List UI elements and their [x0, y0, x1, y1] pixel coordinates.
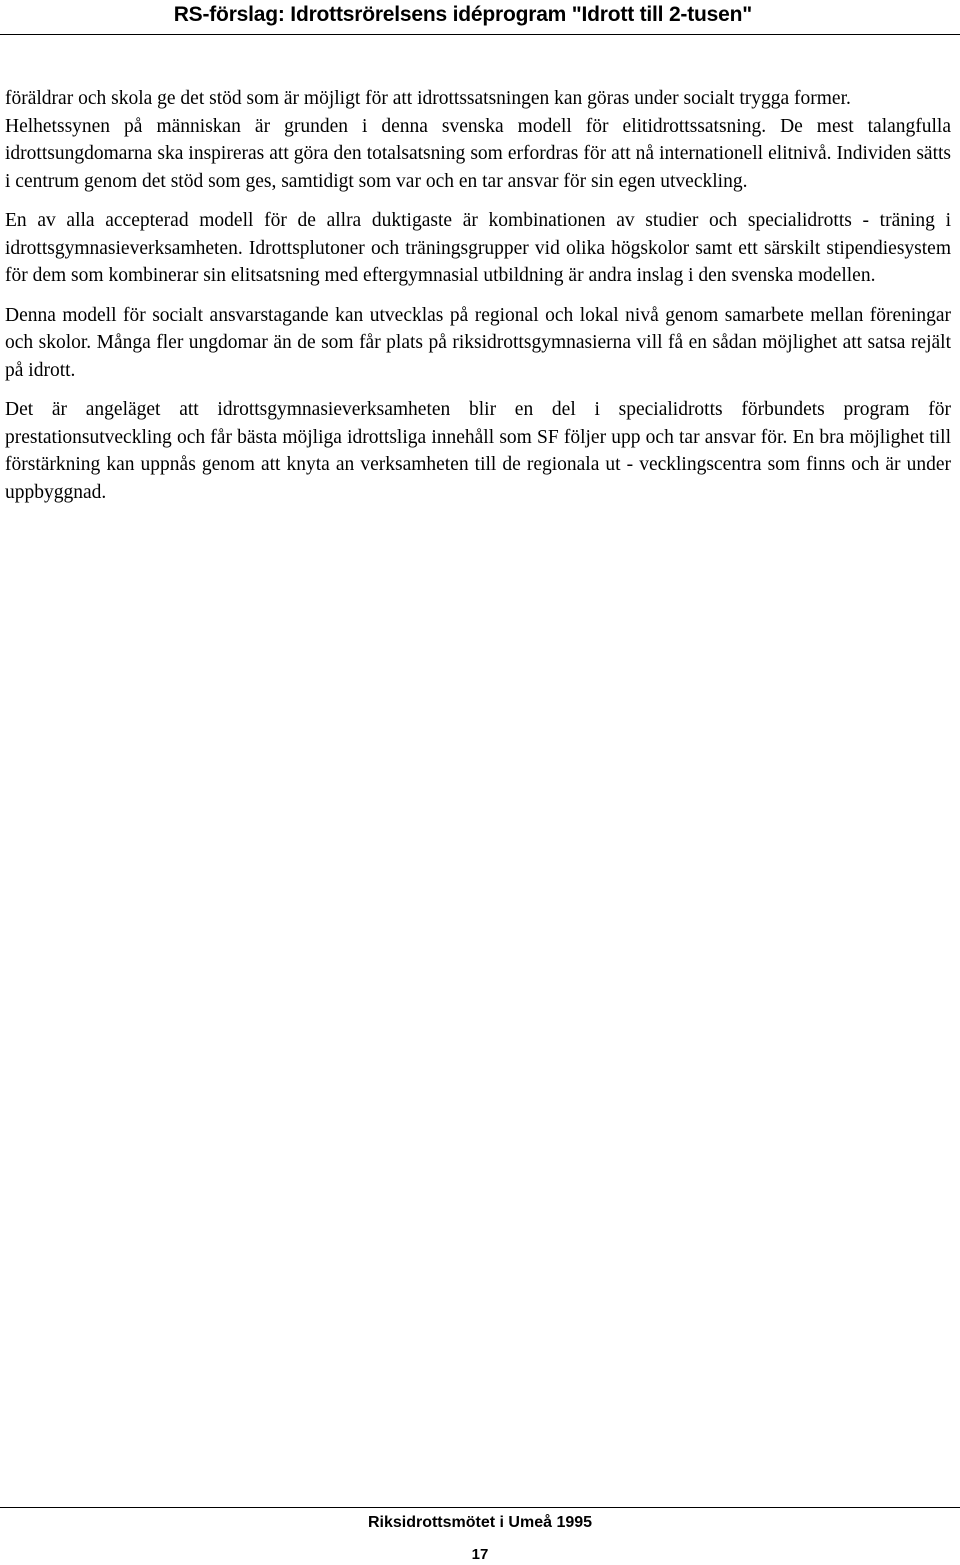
paragraph-gymnasium-program: Det är angeläget att idrottsgymnasieverksamheten blir en del i specialidrotts förbundets program för prestationsutveckling och får bästa möjliga idrottsliga innehåll som SF följer upp och tar ansvar för. En bra möjlighet till förstärkning kan uppnås genom att knyta an verksamheten till de regionala ut - vecklingscentra som finns och är under uppbyggnad. [5, 399, 951, 503]
footer-divider [0, 1507, 960, 1508]
running-header [0, 0, 960, 42]
footer-text: Riksidrottsmötet i Umeå 1995 [367, 1514, 593, 1531]
paragraph-social-responsibility: Denna modell för socialt ansvarstagande kan utvecklas på regional och lokal nivå genom samarbete mellan föreningar och skolor. Många fler ungdomar än de som får plats på riksidrottsgymnasierna vill få en sådan möjlighet att satsa rejält på idrott. [5, 304, 951, 381]
body-text [5, 85, 951, 518]
paragraph-holistic-view: Helhetssynen på människan är grunden i denna svenska modell för elitidrottssatsning. De mest talangfulla idrottsungdomarna ska inspireras att göra den totalsatsning som erfordras för att nå internationell elitnivå. Individen sätts i centrum genom det stöd som ges, samtidigt som var och en tar ansvar för sin egen utveckling. [5, 115, 951, 192]
page-number: 17 [471, 1546, 489, 1563]
paragraph-continuation: föräldrar och skola ge det stöd som är möjligt för att idrottssatsningen kan göras under socialt trygga former. [5, 88, 851, 109]
document-title: RS-förslag: Idrottsrörelsens idéprogram "Idrott till 2-tusen" [173, 3, 752, 26]
paragraph-accepted-model: En av alla accepterad modell för de allra duktigaste är kombinationen av studier och specialidrotts - träning i idrottsgymnasieverksamheten. Idrottsplutoner och träningsgrupper vid olika högskolor samt ett särskilt stipendiesystem för dem som kombinerar sin elitsatsning med eftergymnasial utbildning är andra inslag i den svenska modellen. [5, 210, 951, 286]
header-divider [0, 34, 960, 35]
